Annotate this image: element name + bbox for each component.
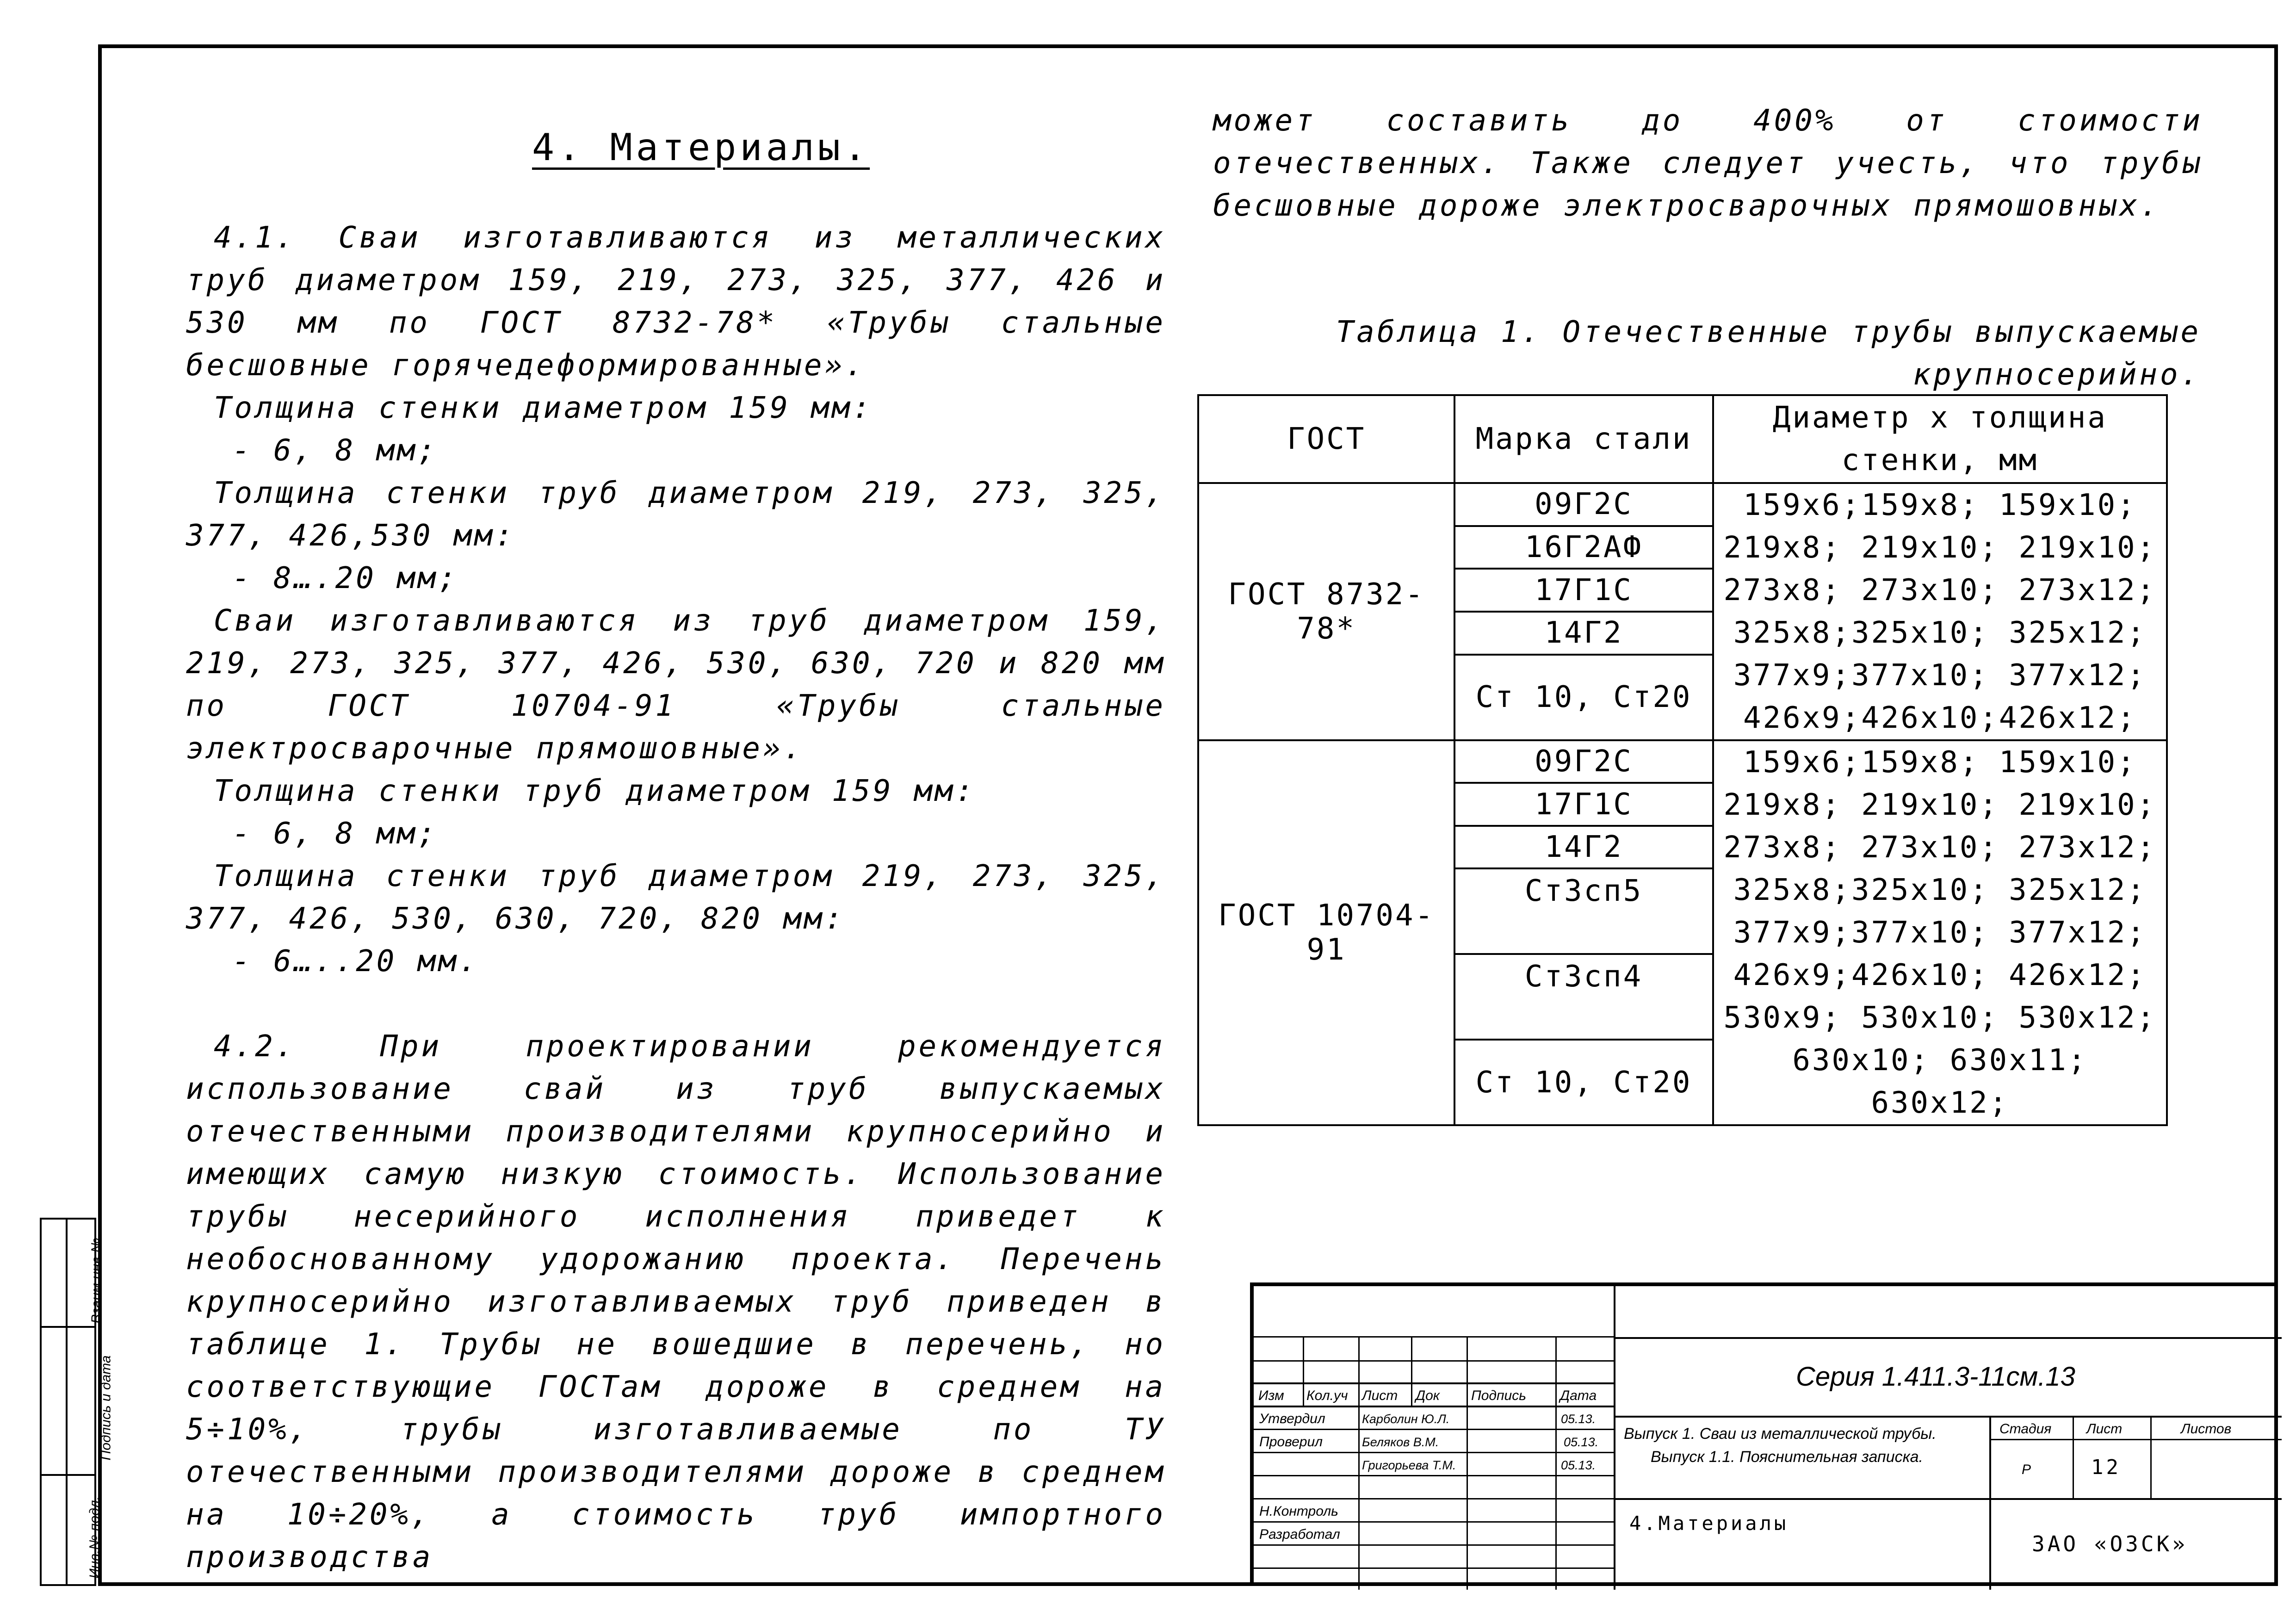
- paragraph-range-1: - 6, 8 мм;: [232, 434, 439, 468]
- stage-label: Стадия: [1999, 1421, 2052, 1437]
- steel-cell: 09Г2С: [1454, 740, 1713, 783]
- steel-cell: 17Г1С: [1454, 783, 1713, 825]
- dimension-line: 219х8; 219х10; 219х10;: [1723, 531, 2157, 565]
- sheet-label: Лист: [2086, 1421, 2123, 1437]
- col-izm: Изм: [1258, 1388, 1284, 1403]
- role-developed: Разработал: [1259, 1527, 1340, 1542]
- dimension-line: 273х8; 273х10; 273х12;: [1723, 573, 2157, 607]
- dimensions-cell: [1713, 483, 2167, 740]
- steel-cell: 17Г1С: [1454, 569, 1713, 612]
- table-caption: [1221, 311, 2201, 396]
- dimension-line: 426х9;426х10;426х12;: [1743, 701, 2137, 735]
- description-line-1: Выпуск 1. Сваи из металлической трубы.: [1624, 1425, 1937, 1443]
- header-dimensions: Диаметр х толщина стенки, мм: [1713, 395, 2167, 483]
- dimension-line: 325х8;325х10; 325х12;: [1733, 616, 2147, 650]
- dimension-line: 159х6;159х8; 159х10;: [1743, 745, 2137, 780]
- paragraph-4-1: 4.1. Сваи изготавливаются из металлических труб диаметром 159, 219, 273, 325, 377, 426 и 530 мм по ГОСТ 8732-78* «Трубы стальные бесшовные горячедеформированные».: [186, 221, 1166, 383]
- gost-cell: ГОСТ 10704-91: [1198, 740, 1454, 1125]
- dimension-line: 159х6;159х8; 159х10;: [1743, 488, 2137, 522]
- role-norm-control: Н.Контроль: [1259, 1504, 1338, 1519]
- dimension-line: 630х12;: [1871, 1086, 2009, 1120]
- paragraph-range-4: - 6…..20 мм.: [232, 944, 480, 979]
- header-steel: Марка стали: [1454, 395, 1713, 483]
- col-list: Лист: [1362, 1388, 1398, 1403]
- col-kol-uch: Кол.уч: [1306, 1388, 1348, 1403]
- col-dok: Док: [1416, 1388, 1440, 1403]
- section-title: 4. Материалы.: [532, 126, 870, 169]
- paragraph-wall-219: Толщина стенки труб диаметром 219, 273, 325, 377, 426,530 мм:: [186, 476, 1166, 553]
- paragraph-wall-159: Толщина стенки диаметром 159 мм:: [214, 391, 873, 425]
- paragraph-continuation: может составить до 400% от стоимости отечественных. Также следует учесть, что трубы бесшовные дороже электросварочных прямошовных.: [1213, 104, 2203, 223]
- date-approved: 05.13.: [1561, 1412, 1596, 1426]
- steel-cell: Ст 10, Ст20: [1454, 1040, 1713, 1125]
- pipes-table: [1197, 394, 2168, 1126]
- dimension-line: 426х9;426х10; 426х12;: [1733, 958, 2147, 992]
- gost-cell: ГОСТ 8732-78*: [1198, 483, 1454, 740]
- company-name: ЗАО «ОЗСК»: [2032, 1531, 2188, 1556]
- section-name: 4.Материалы: [1629, 1512, 1789, 1535]
- paragraph-range-2: - 8….20 мм;: [232, 561, 459, 595]
- role-checked: Проверил: [1259, 1434, 1323, 1450]
- series-title: Серия 1.411.3-11см.13: [1796, 1362, 2075, 1392]
- steel-cell: 14Г2: [1454, 826, 1713, 868]
- paragraph-range-3: - 6, 8 мм;: [232, 817, 439, 851]
- stage-value: Р: [2022, 1462, 2031, 1477]
- margin-label-inventory: Инв.№ подл.: [87, 1496, 102, 1579]
- table-caption-line-1: Таблица 1. Отечественные трубы выпускаемые: [1336, 315, 2201, 349]
- role-approved: Утвердил: [1259, 1411, 1325, 1426]
- margin-label-replacement: Взаим.инв.№: [88, 1238, 104, 1324]
- steel-cell: Ст3сп4: [1454, 954, 1713, 1040]
- steel-cell: Ст 10, Ст20: [1454, 655, 1713, 740]
- steel-cell: 09Г2С: [1454, 483, 1713, 526]
- margin-label-signature: Подпись и дата: [98, 1355, 114, 1461]
- steel-cell: Ст3сп5: [1454, 868, 1713, 954]
- paragraph-4-2: 4.2. При проектировании рекомендуется использование свай из труб выпускаемых отечественными производителями крупносерийно и имеющих самую низкую стоимость. Использование трубы несерийного исполнения приведет к необоснованному удорожанию проекта. Перечень крупносерийно изготавливаемых труб приведен в таблице 1. Трубы не вошедшие в перечень, но соответствующие ГОСТам дороже в среднем на 5÷10%, трубы изготавливаемые по ТУ отечественными производителями дороже в среднем на 10÷20%, а стоимость труб импортного производства: [186, 1029, 1166, 1574]
- title-block: [1250, 1282, 2278, 1586]
- name-checked: Беляков В.М.: [1362, 1435, 1439, 1449]
- dimension-line: 273х8; 273х10; 273х12;: [1723, 830, 2157, 865]
- description-line-2: Выпуск 1.1. Пояснительная записка.: [1651, 1448, 1924, 1466]
- steel-cell: 14Г2: [1454, 612, 1713, 655]
- paragraph-wall-159-b: Толщина стенки труб диаметром 159 мм:: [214, 774, 976, 808]
- table-caption-line-2: крупносерийно.: [1912, 358, 2201, 392]
- col-podpis: Подпись: [1471, 1388, 1526, 1403]
- date-third: 05.13.: [1561, 1458, 1596, 1472]
- header-gost: ГОСТ: [1198, 395, 1454, 483]
- steel-cell: 16Г2АФ: [1454, 526, 1713, 569]
- dimension-line: 377х9;377х10; 377х12;: [1733, 658, 2147, 693]
- dimensions-cell: [1713, 740, 2167, 1125]
- dimension-line: 377х9;377х10; 377х12;: [1733, 916, 2147, 950]
- sheets-label: Листов: [2181, 1421, 2232, 1437]
- dimension-line: 630х10; 630х11;: [1792, 1043, 2088, 1078]
- paragraph-gost-10704: Сваи изготавливаются из труб диаметром 159, 219, 273, 325, 377, 426, 530, 630, 720 и 820 мм по ГОСТ 10704-91 «Трубы стальные электросварочные прямошовные».: [186, 604, 1166, 766]
- margin-strip: [40, 1218, 114, 1586]
- dimension-line: 219х8; 219х10; 219х10;: [1723, 788, 2157, 822]
- paragraph-wall-219-b: Толщина стенки труб диаметром 219, 273, 325, 377, 426, 530, 630, 720, 820 мм:: [186, 859, 1166, 936]
- name-third: Григорьева Т.М.: [1362, 1458, 1456, 1472]
- sheet-value: 12: [2091, 1456, 2121, 1479]
- col-data: Дата: [1560, 1388, 1597, 1403]
- dimension-line: 530х9; 530х10; 530х12;: [1723, 1001, 2157, 1035]
- dimension-line: 325х8;325х10; 325х12;: [1733, 873, 2147, 907]
- date-checked: 05.13.: [1564, 1435, 1599, 1449]
- name-approved: Карболин Ю.Л.: [1362, 1412, 1450, 1426]
